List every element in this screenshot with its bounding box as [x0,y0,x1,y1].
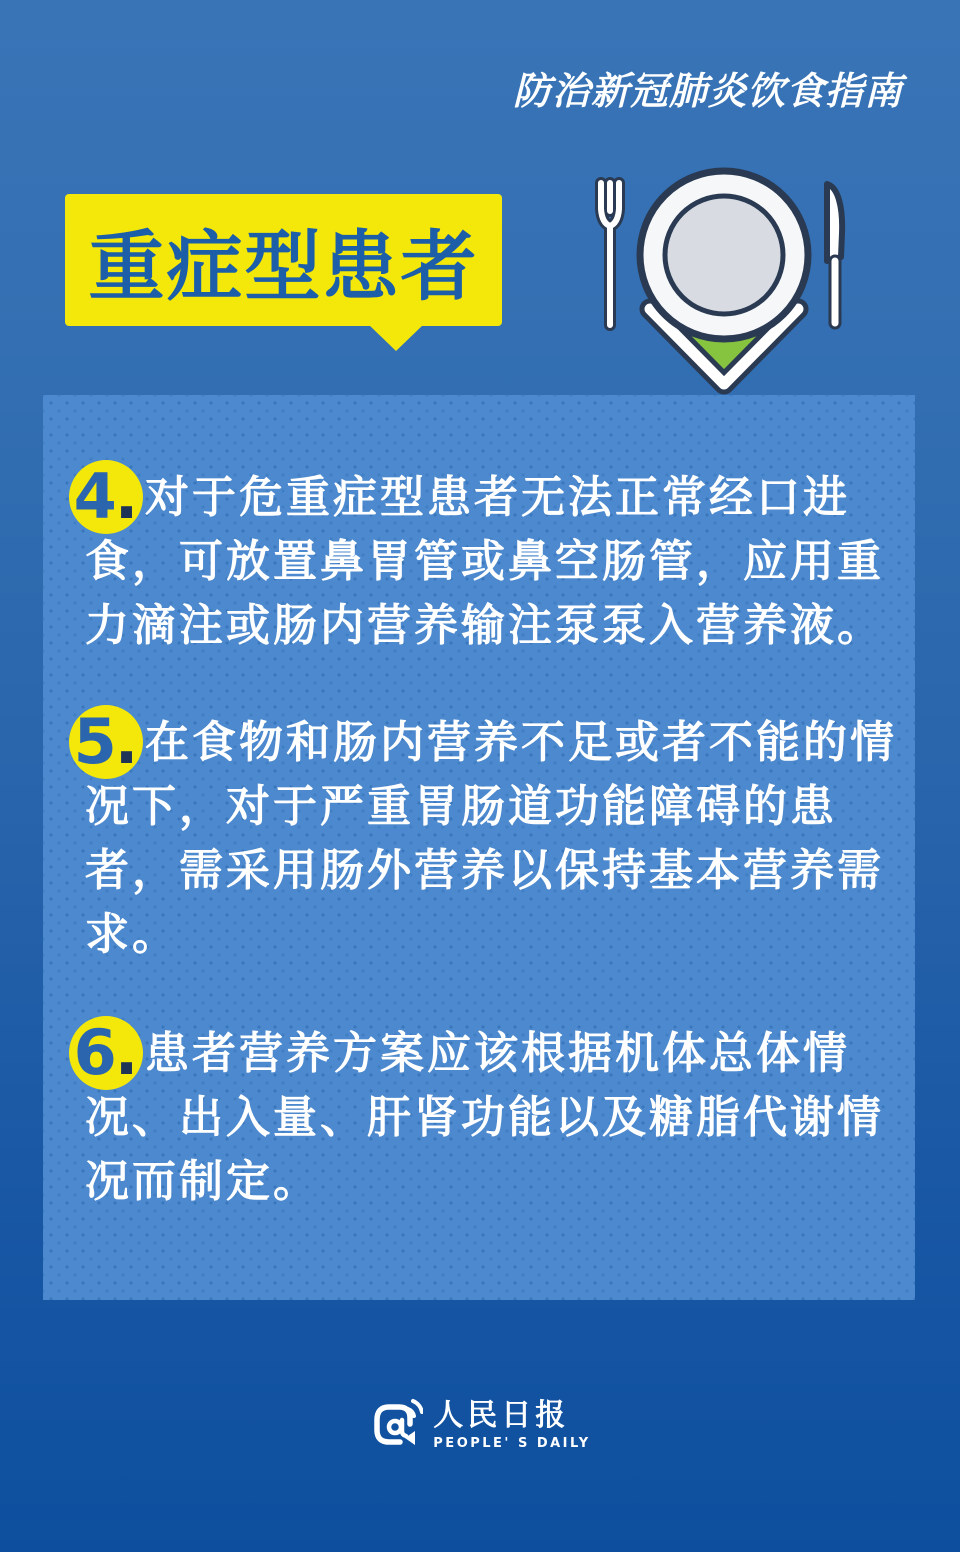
footer-logo-text [433,1399,590,1451]
item-text-line: 对于危重症型患者无法正常经口进 [145,472,850,523]
guideline-item-4 [73,460,884,658]
item-number: 6 [73,1016,117,1089]
guideline-item-6 [73,1016,884,1214]
item-text [85,1022,884,1214]
item-number-period: . [114,460,139,533]
logo-cn-text: 人民日报 [433,1398,570,1433]
item-number: 5 [73,705,117,778]
item-text [85,711,897,967]
fork-icon [601,183,619,325]
item-text-line: 患者营养方案应该根据机体总体情 [145,1028,850,1079]
item-text-line: 况、出入量、肝肾功能以及糖脂代谢情 [85,1092,884,1143]
place-setting-icon [575,163,865,403]
item-number-period: . [114,1016,139,1089]
item-text-line: 者，需采用肠外营养以保持基本营养需 [85,845,884,896]
section-title: 重症型患者 [88,221,479,311]
item-number: 4 [73,460,117,533]
knife-icon [827,184,842,323]
bubble-tail [368,324,424,351]
item-text-line: 在食物和肠内营养不足或者不能的情 [145,717,897,768]
item-text [85,466,884,658]
peoples-daily-at-icon [369,1396,423,1454]
page-header-title: 防治新冠肺炎饮食指南 [512,69,903,113]
item-text-line: 力滴注或肠内营养输注泵泵入营养液。 [85,600,884,651]
guideline-item-5 [73,705,897,967]
item-number-period: . [114,705,139,778]
footer-logo [0,1396,960,1454]
item-text-line: 况下，对于严重胃肠道功能障碍的患 [85,781,837,832]
title-bubble [65,194,502,326]
item-text-line: 食，可放置鼻胃管或鼻空肠管，应用重 [85,536,884,587]
item-text-line: 况而制定。 [85,1156,320,1207]
content-panel [43,395,915,1300]
item-text-line: 求。 [85,909,179,960]
logo-en-text: PEOPLE' S DAILY [433,1436,591,1451]
plate-icon [640,171,808,339]
